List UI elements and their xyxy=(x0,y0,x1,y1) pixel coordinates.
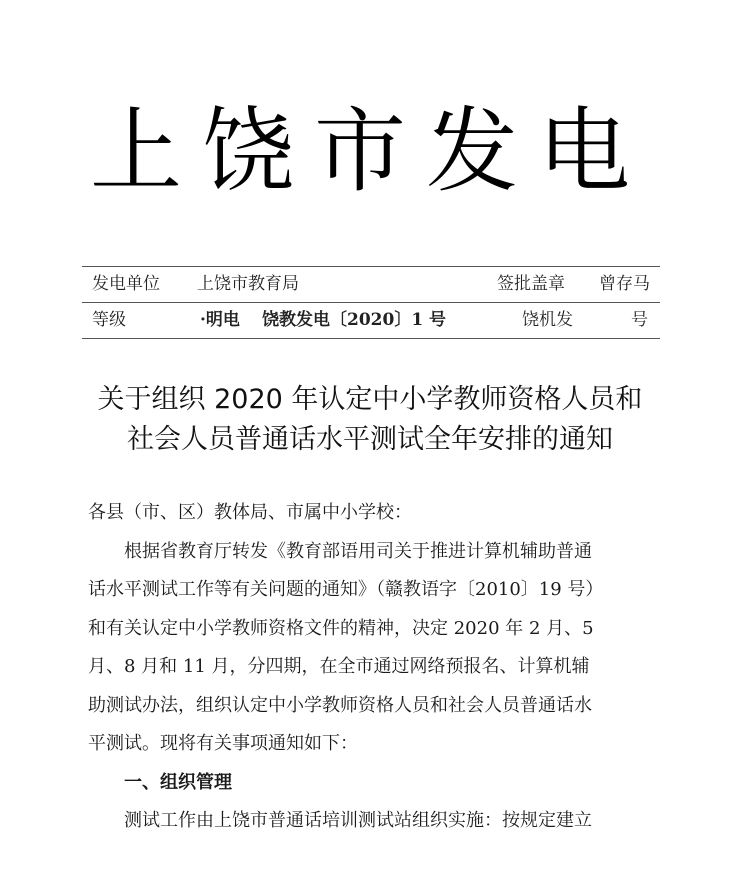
number-suffix: 号 xyxy=(631,310,648,330)
section-heading: 一、组织管理 xyxy=(124,771,232,793)
sender-unit-value: 上饶市教育局 xyxy=(197,274,299,294)
paragraph-line: 测试工作由上饶市普通话培训测试站组织实施：按规定建立 xyxy=(124,810,592,831)
sender-unit-label: 发电单位 xyxy=(92,274,160,294)
title-line-2: 社会人员普通话水平测试全年安排的通知 xyxy=(127,424,613,455)
header-row-sender xyxy=(82,267,660,302)
document-body xyxy=(88,494,660,841)
paragraph-line: 月、8 月和 11 月，分四期，在全市通过网络预报名、计算机辅 xyxy=(88,656,590,677)
paragraph-line: 和有关认定中小学教师资格文件的精神，决定 2020 年 2 月、5 xyxy=(88,617,594,639)
level-label: 等级 xyxy=(92,310,126,330)
document-title xyxy=(0,380,740,460)
title-line-1: 关于组织 2020 年认定中小学教师资格人员和 xyxy=(97,384,643,415)
paragraph-line: 助测试办法，组织认定中小学教师资格人员和社会人员普通话水 xyxy=(88,694,592,716)
header-table xyxy=(82,266,660,339)
level-value: ·明电 xyxy=(200,310,240,330)
masthead-title: 上饶市发电 xyxy=(89,98,650,205)
header-row-level xyxy=(82,303,660,338)
signature-value: 曾存马 xyxy=(599,274,650,294)
document-number: 饶教发电〔2020〕1 号 xyxy=(262,310,447,330)
paragraph-line: 平测试。现将有关事项通知如下： xyxy=(88,733,358,754)
signature-label: 签批盖章 xyxy=(497,274,565,294)
header-rule-bottom xyxy=(82,338,660,339)
salutation: 各县（市、区）教体局、市属中小学校： xyxy=(88,502,412,523)
paragraph-line: 根据省教育厅转发《教育部语用司关于推进计算机辅助普通 xyxy=(124,540,592,562)
paragraph-line: 话水平测试工作等有关问题的通知》（赣教语字〔2010〕19 号） xyxy=(88,579,604,600)
machine-label: 饶机发 xyxy=(522,310,573,330)
